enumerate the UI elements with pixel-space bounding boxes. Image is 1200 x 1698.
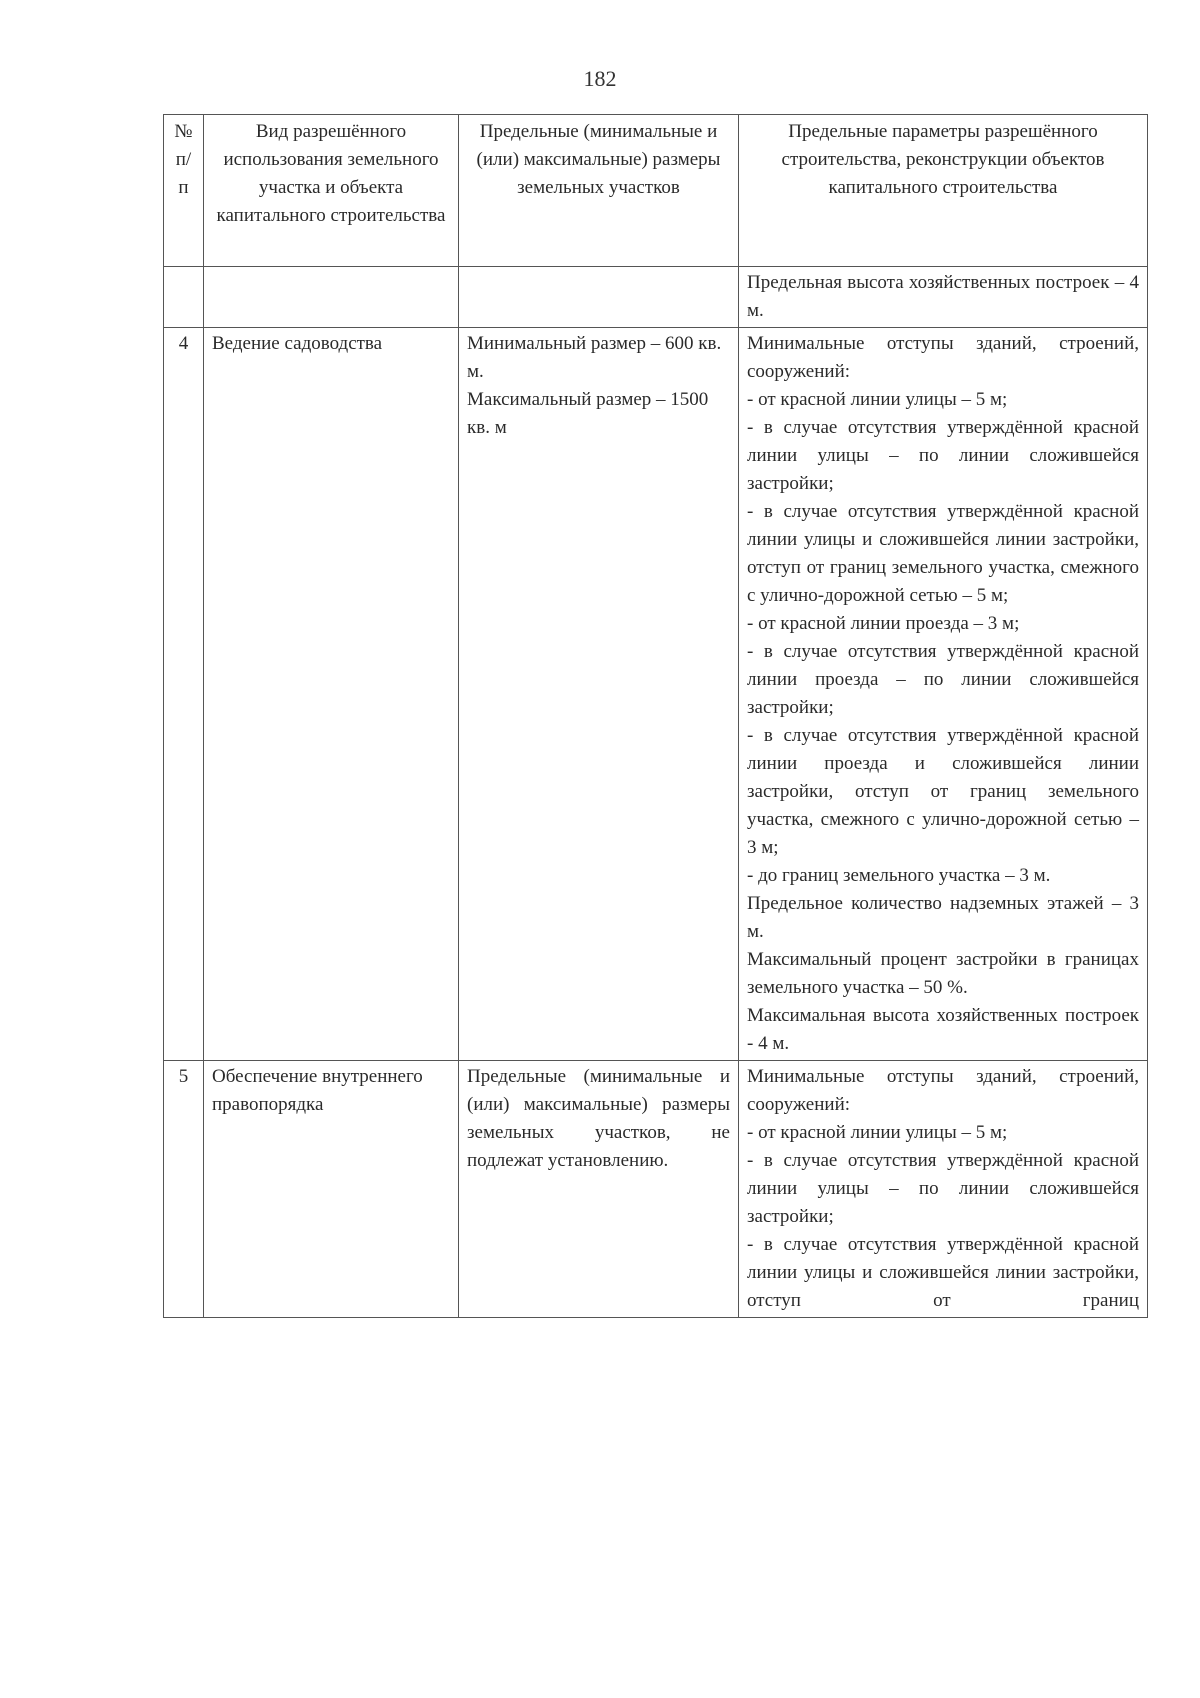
row-number [164,267,204,328]
size-line: Предельные (минимальные и (или) максимальные) размеры земельных участков, не подлежат установлению. [467,1066,730,1171]
row-params [739,328,1148,1061]
param-line: Максимальный процент застройки в границах земельного участка – 50 %. [747,949,1139,998]
size-line: Минимальный размер – 600 кв. м. [467,333,722,382]
param-line: Предельная высота хозяйственных построек – 4 м. [747,272,1139,321]
param-line: - от красной линии улицы – 5 м; [747,1122,1008,1143]
param-line: Максимальная высота хозяйственных построек - 4 м. [747,1005,1139,1054]
row-plot-size [459,267,739,328]
table-row [164,1061,1148,1318]
param-line: - от красной линии улицы – 5 м; [747,389,1008,410]
param-line: - в случае отсутствия утверждённой красной линии улицы и сложившейся линии застройки, отступ от границ земельного участка, смежного с улично-дорожной сетью – 5 м; [747,501,1139,606]
row-use-type [204,267,459,328]
param-line: - от красной линии проезда – 3 м; [747,613,1020,634]
param-line: Предельное количество надземных этажей – 3 м. [747,893,1139,942]
regulations-table [163,114,1148,1318]
header-construction-params: Предельные параметры разрешённого строительства, реконструкции объектов капитального строительства [739,115,1148,267]
page-number: 182 [583,66,617,91]
param-line: - в случае отсутствия утверждённой красной линии проезда – по линии сложившейся застройки; [747,641,1139,718]
row-plot-size [459,1061,739,1318]
row-number: 5 [164,1061,204,1318]
param-line: - в случае отсутствия утверждённой красной линии улицы – по линии сложившейся застройки; [747,417,1139,494]
size-line: Максимальный размер – 1500 кв. м [467,389,709,438]
row-params [739,267,1148,328]
param-line: Минимальные отступы зданий, строений, сооружений: [747,333,1139,382]
param-line: - в случае отсутствия утверждённой красной линии проезда и сложившейся линии застройки, отступ от границ земельного участка, смежного с улично-дорожной сетью – 3 м; [747,725,1139,858]
param-line: - в случае отсутствия утверждённой красной линии улицы – по линии сложившейся застройки; [747,1150,1139,1227]
table-header-row [164,115,1148,267]
row-use-type: Обеспечение внутреннего правопорядка [204,1061,459,1318]
param-line: Минимальные отступы зданий, строений, сооружений: [747,1066,1139,1115]
header-number: № п/п [164,115,204,267]
row-use-type: Ведение садоводства [204,328,459,1061]
param-line: - в случае отсутствия утверждённой красной линии улицы и сложившейся линии застройки, отступ от границ [747,1234,1139,1311]
row-plot-size [459,328,739,1061]
table-row [164,267,1148,328]
param-line: - до границ земельного участка – 3 м. [747,865,1051,886]
row-params [739,1061,1148,1318]
row-number: 4 [164,328,204,1061]
table-row [164,328,1148,1061]
header-use-type: Вид разрешённого использования земельного участка и объекта капитального строительства [204,115,459,267]
header-plot-size: Предельные (минимальные и (или) максимальные) размеры земельных участков [459,115,739,267]
